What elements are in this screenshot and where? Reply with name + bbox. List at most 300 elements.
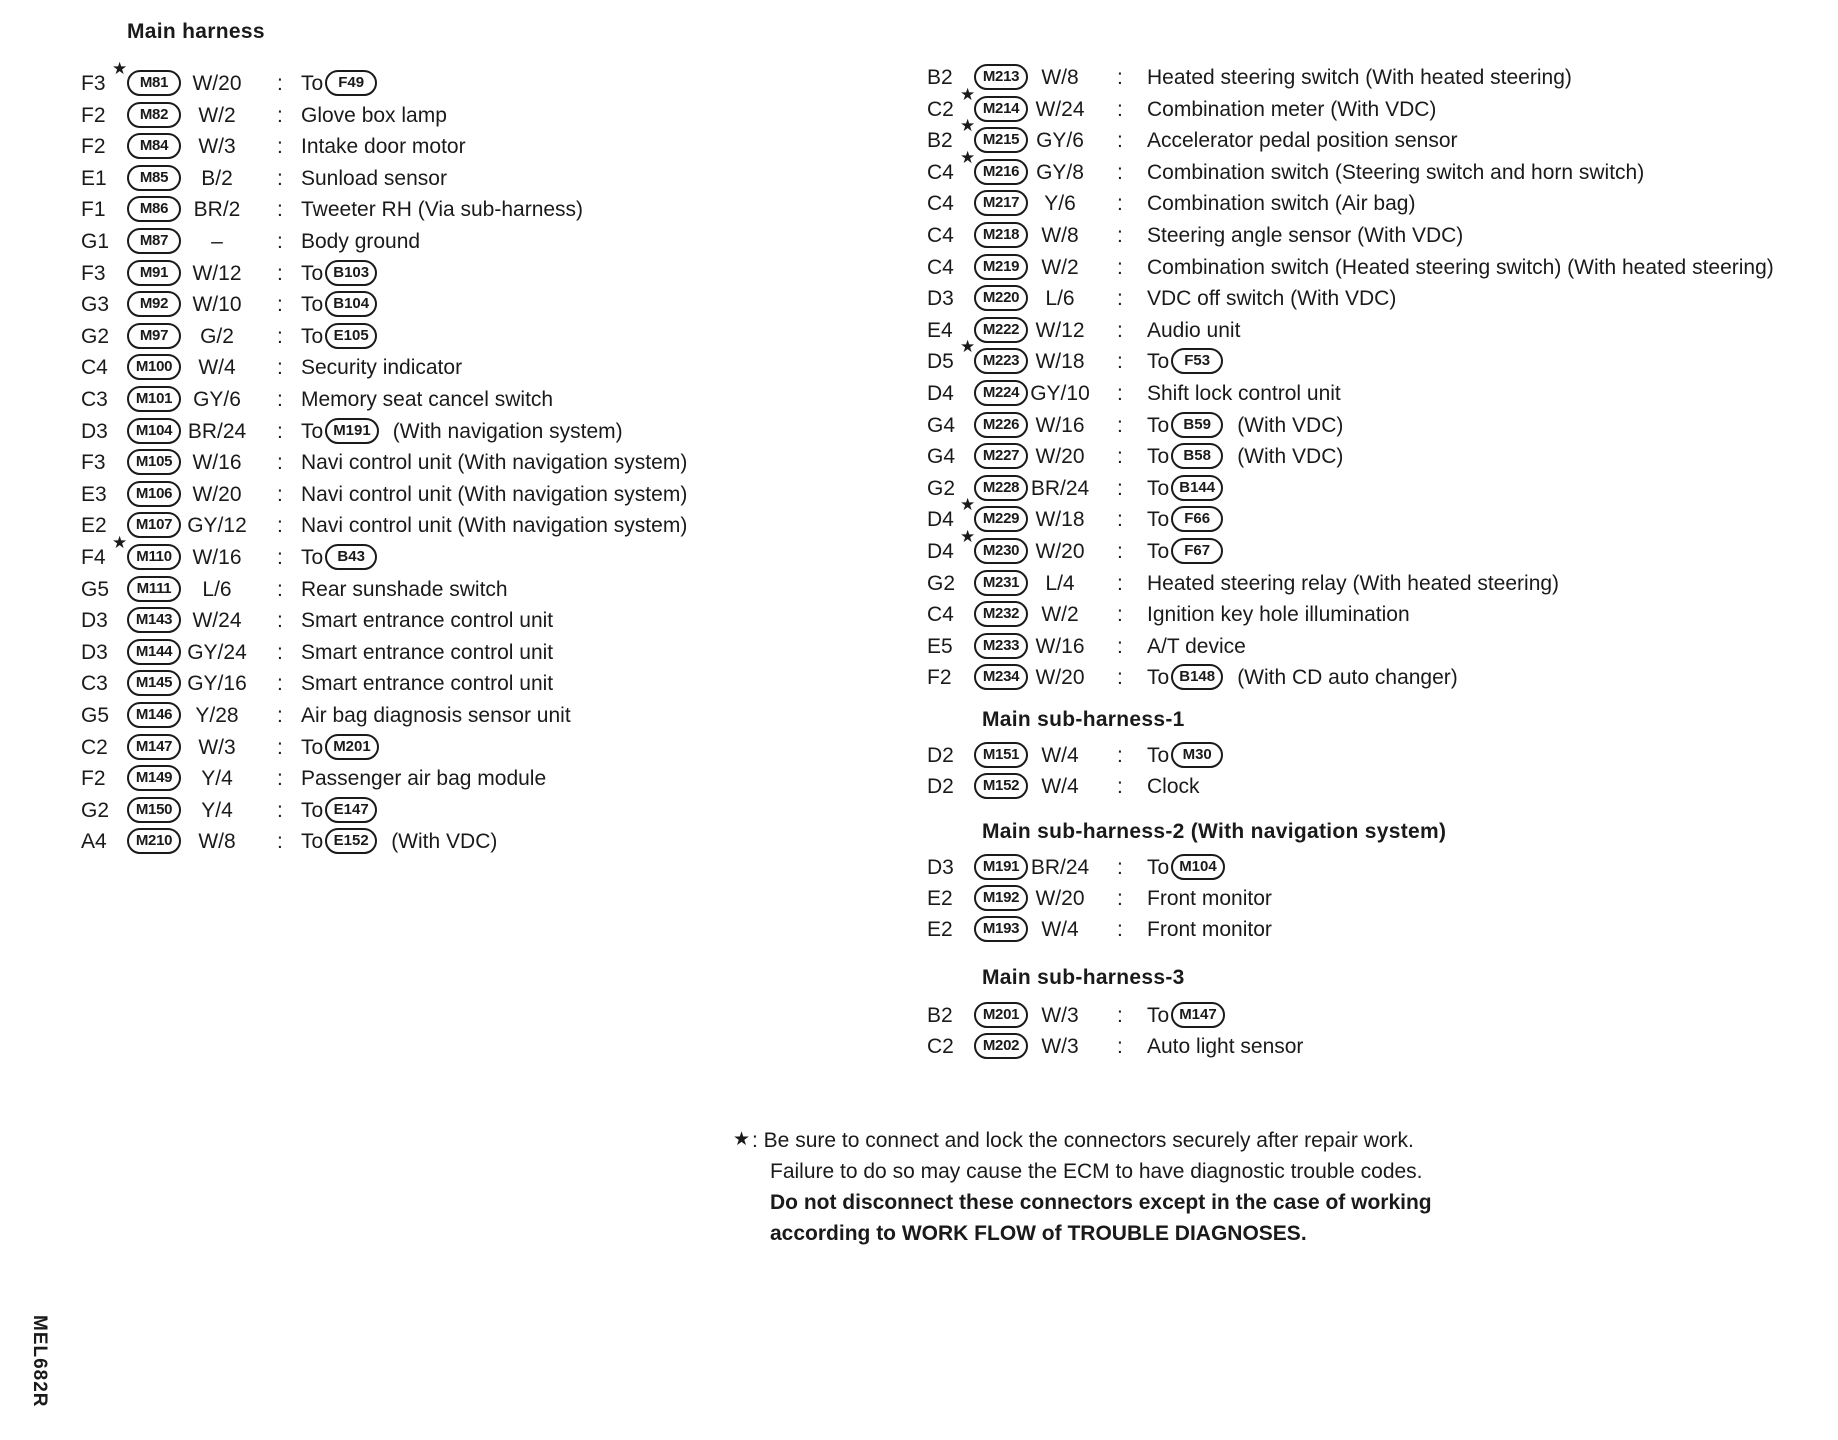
wire-color-pins: W/24: [1035, 97, 1085, 121]
connector-description: [1147, 157, 1644, 189]
component-name: Ignition key hole illumination: [1147, 603, 1410, 627]
component-name: Navi control unit (With navigation system): [301, 482, 688, 506]
connector-description: [1147, 771, 1200, 803]
wire-color-pins: W/4: [198, 356, 236, 380]
component-name: Combination switch (Heated steering switch) (With heated steering): [1147, 255, 1774, 279]
connector-description: [1147, 315, 1240, 347]
separator: :: [1117, 856, 1123, 879]
to-label: To: [301, 419, 324, 443]
separator: :: [1117, 97, 1123, 121]
caution-star-icon: ★: [960, 84, 976, 104]
connector-condition: (With VDC): [1237, 445, 1344, 469]
component-name: Intake door motor: [301, 135, 466, 159]
connector-description: [1147, 188, 1415, 220]
component-name: Smart entrance control unit: [301, 640, 554, 664]
separator: :: [1117, 1035, 1123, 1058]
connector-number: M152: [974, 773, 1028, 799]
grid-reference: G5: [81, 577, 110, 601]
separator: :: [1117, 382, 1123, 405]
connector-description: [1147, 283, 1396, 315]
mating-connector: B104: [325, 291, 377, 317]
caution-star-icon: ★: [960, 147, 976, 167]
connector-description: [1147, 378, 1341, 410]
wire-color-pins: GY/6: [193, 388, 241, 411]
grid-reference: E5: [927, 634, 953, 658]
mating-connector: F67: [1171, 538, 1223, 564]
connector-description: [301, 479, 687, 511]
wire-color-pins: L/6: [1045, 287, 1075, 311]
to-label: To: [301, 324, 324, 348]
wire-color-pins: GY/16: [187, 672, 247, 696]
connector-description: [1147, 346, 1223, 378]
grid-reference: G4: [927, 413, 956, 437]
footnote-line-4: according to WORK FLOW of TROUBLE DIAGNOSES.: [770, 1222, 1307, 1245]
connector-description: [1147, 740, 1223, 772]
grid-reference: E1: [81, 166, 107, 190]
connector-number: M146: [127, 702, 181, 728]
separator: :: [277, 577, 283, 601]
to-label: To: [1147, 856, 1170, 879]
grid-reference: D4: [927, 540, 954, 563]
connector-description: [301, 763, 546, 795]
connector-description: [301, 68, 377, 100]
component-name: Front monitor: [1147, 918, 1272, 941]
wire-color-pins: W/16: [1035, 413, 1085, 437]
grid-reference: E2: [927, 887, 953, 910]
separator: :: [1117, 350, 1123, 374]
connector-description: [1147, 852, 1225, 884]
wire-color-pins: W/8: [198, 830, 236, 854]
mating-connector: E147: [325, 797, 377, 823]
connector-number: M230: [974, 538, 1028, 564]
connector-description: [301, 795, 377, 827]
separator: :: [1117, 445, 1123, 469]
separator: :: [277, 672, 283, 696]
grid-reference: C2: [81, 735, 108, 759]
grid-reference: F3: [81, 451, 106, 475]
connector-number: M92: [127, 291, 181, 317]
component-name: Navi control unit (With navigation system): [301, 514, 688, 538]
to-label: To: [1147, 413, 1170, 437]
grid-reference: D4: [927, 382, 954, 405]
connector-condition: (With navigation system): [392, 419, 623, 443]
separator: :: [277, 103, 283, 127]
connector-number: M229: [974, 506, 1028, 532]
to-label: To: [301, 72, 324, 95]
connector-description: [1147, 62, 1572, 94]
separator: :: [277, 767, 283, 791]
connector-number: M222: [974, 317, 1028, 343]
separator: :: [1117, 413, 1123, 437]
grid-reference: G4: [927, 445, 956, 469]
grid-reference: F1: [81, 198, 106, 222]
wire-color-pins: Y/6: [1044, 192, 1076, 216]
wire-color-pins: W/20: [1035, 445, 1085, 469]
to-label: To: [301, 546, 324, 569]
component-name: Clock: [1147, 775, 1200, 798]
connector-condition: (With VDC): [391, 830, 498, 854]
mating-connector: M191: [325, 418, 379, 444]
separator: :: [277, 609, 283, 633]
grid-reference: B2: [927, 66, 953, 89]
connector-description: [1147, 410, 1343, 442]
connector-description: [301, 163, 447, 195]
separator: :: [1117, 160, 1123, 184]
grid-reference: D3: [927, 287, 954, 311]
wire-color-pins: W/20: [1035, 887, 1085, 910]
grid-reference: G2: [927, 571, 956, 595]
separator: :: [277, 324, 283, 348]
grid-reference: B2: [927, 1004, 953, 1027]
to-label: To: [1147, 744, 1170, 767]
mating-connector: F66: [1171, 506, 1223, 532]
connector-number: M151: [974, 742, 1028, 768]
component-name: Steering angle sensor (With VDC): [1147, 224, 1464, 247]
connector-description: [1147, 599, 1410, 631]
to-label: To: [301, 293, 324, 317]
mating-connector: B43: [325, 544, 377, 570]
wire-color-pins: BR/24: [1030, 476, 1090, 500]
component-name: Security indicator: [301, 356, 463, 380]
wire-color-pins: W/20: [192, 482, 242, 506]
figure-code: MEL682R: [29, 1315, 50, 1408]
component-name: Heated steering switch (With heated steering): [1147, 66, 1572, 89]
grid-reference: F4: [81, 546, 106, 569]
component-name: Combination switch (Steering switch and horn switch): [1147, 160, 1645, 184]
separator: :: [277, 830, 283, 854]
to-label: To: [1147, 445, 1170, 469]
component-name: Memory seat cancel switch: [301, 388, 554, 411]
caution-star-icon: ★: [960, 495, 976, 515]
connector-number: M191: [974, 854, 1028, 880]
separator: :: [277, 419, 283, 443]
component-name: Audio unit: [1147, 318, 1241, 342]
section-heading: Main sub-harness-1: [982, 708, 1185, 731]
connector-number: M86: [127, 196, 181, 222]
connector-number: M107: [127, 512, 181, 538]
connector-number: M143: [127, 607, 181, 633]
mating-connector: B103: [325, 260, 377, 286]
to-label: To: [301, 735, 324, 759]
separator: :: [277, 640, 283, 664]
connector-number: M85: [127, 165, 181, 191]
component-name: Smart entrance control unit: [301, 672, 554, 696]
component-name: Glove box lamp: [301, 103, 447, 127]
connector-number: M147: [127, 734, 181, 760]
connector-description: [301, 542, 377, 574]
section-heading: Main harness: [127, 20, 265, 43]
mating-connector: B58: [1171, 443, 1223, 469]
connector-number: M150: [127, 797, 181, 823]
mating-connector: M147: [1171, 1002, 1225, 1028]
separator: :: [277, 356, 283, 380]
separator: :: [1117, 775, 1123, 798]
connector-number: M219: [974, 254, 1028, 280]
connector-number: M110: [127, 544, 181, 570]
wire-color-pins: W/20: [1035, 540, 1085, 563]
grid-reference: F2: [81, 103, 106, 127]
connector-number: M82: [127, 102, 181, 128]
connector-number: M104: [127, 418, 181, 444]
connector-description: [301, 289, 377, 321]
separator: :: [277, 704, 283, 727]
connector-number: M215: [974, 127, 1028, 153]
connector-description: [301, 100, 447, 132]
connector-number: M233: [974, 633, 1028, 659]
grid-reference: G2: [81, 324, 110, 348]
wire-color-pins: GY/10: [1030, 382, 1090, 405]
to-label: To: [301, 798, 324, 822]
component-name: A/T device: [1147, 634, 1246, 658]
connector-description: [1147, 536, 1223, 568]
connector-description: [1147, 94, 1436, 126]
connector-number: M101: [127, 386, 181, 412]
separator: :: [1117, 603, 1123, 627]
separator: :: [277, 514, 283, 538]
mating-connector: E152: [325, 828, 377, 854]
connector-description: [301, 416, 623, 448]
mating-connector: B59: [1171, 412, 1223, 438]
component-name: Rear sunshade switch: [301, 577, 508, 601]
connector-number: M81: [127, 70, 181, 96]
separator: :: [277, 546, 283, 569]
grid-reference: B2: [927, 129, 953, 153]
connector-number: M210: [127, 828, 181, 854]
separator: :: [1117, 634, 1123, 658]
separator: :: [277, 261, 283, 285]
grid-reference: C2: [927, 97, 954, 121]
separator: :: [277, 451, 283, 475]
connector-number: M213: [974, 64, 1028, 90]
separator: :: [1117, 1004, 1123, 1027]
connector-description: [1147, 1031, 1303, 1063]
wire-color-pins: W/3: [1041, 1035, 1079, 1058]
grid-reference: C3: [81, 672, 108, 696]
connector-description: [301, 226, 420, 258]
wire-color-pins: W/20: [192, 72, 242, 95]
separator: :: [277, 230, 283, 253]
connector-description: [1147, 252, 1774, 284]
wire-color-pins: GY/6: [1036, 129, 1084, 153]
connector-description: [301, 131, 466, 163]
component-name: Sunload sensor: [301, 166, 447, 190]
wire-color-pins: –: [211, 230, 223, 253]
connector-number: M97: [127, 323, 181, 349]
separator: :: [277, 388, 283, 411]
component-name: Combination switch (Air bag): [1147, 192, 1416, 216]
wire-color-pins: W/3: [198, 735, 236, 759]
to-label: To: [1147, 508, 1170, 532]
separator: :: [1117, 66, 1123, 89]
connector-description: [301, 700, 571, 732]
connector-description: [301, 574, 508, 606]
separator: :: [1117, 666, 1123, 690]
connector-number: M217: [974, 190, 1028, 216]
component-name: Combination meter (With VDC): [1147, 97, 1437, 121]
component-name: Heated steering relay (With heated steering): [1147, 571, 1560, 595]
grid-reference: D3: [81, 609, 108, 633]
caution-star-icon: ★: [960, 116, 976, 136]
component-name: VDC off switch (With VDC): [1147, 287, 1397, 311]
grid-reference: D5: [927, 350, 954, 374]
to-label: To: [1147, 476, 1170, 500]
grid-reference: D2: [927, 744, 954, 767]
connector-number: M145: [127, 670, 181, 696]
to-label: To: [301, 261, 324, 285]
separator: :: [1117, 192, 1123, 216]
wire-color-pins: W/3: [1041, 1004, 1079, 1027]
connector-number: M202: [974, 1033, 1028, 1059]
connector-number: M106: [127, 481, 181, 507]
connector-number: M218: [974, 222, 1028, 248]
separator: :: [1117, 224, 1123, 247]
separator: :: [1117, 287, 1123, 311]
connector-condition: (With CD auto changer): [1237, 666, 1458, 690]
grid-reference: D3: [81, 419, 108, 443]
separator: :: [277, 798, 283, 822]
connector-description: [301, 384, 553, 416]
wire-color-pins: W/2: [1041, 603, 1079, 627]
mating-connector: F49: [325, 70, 377, 96]
wire-color-pins: B/2: [201, 166, 233, 190]
separator: :: [1117, 255, 1123, 279]
component-name: Smart entrance control unit: [301, 609, 554, 633]
connector-description: [301, 194, 583, 226]
grid-reference: C4: [927, 224, 954, 247]
connector-description: [301, 732, 379, 764]
separator: :: [277, 482, 283, 506]
connector-description: [301, 258, 377, 290]
grid-reference: F2: [81, 767, 106, 791]
connector-description: [1147, 504, 1223, 536]
wire-color-pins: W/8: [1041, 224, 1079, 247]
connector-number: M84: [127, 133, 181, 159]
connector-number: M227: [974, 443, 1028, 469]
separator: :: [1117, 476, 1123, 500]
component-name: Auto light sensor: [1147, 1035, 1304, 1058]
separator: :: [1117, 129, 1123, 153]
wire-color-pins: GY/24: [187, 640, 247, 664]
caution-star-icon: ★: [112, 533, 128, 552]
connector-number: M224: [974, 380, 1028, 406]
connector-description: [1147, 568, 1559, 600]
grid-reference: G2: [81, 798, 110, 822]
connector-description: [301, 510, 687, 542]
grid-reference: G1: [81, 230, 110, 253]
connector-number: M220: [974, 285, 1028, 311]
wire-color-pins: G/2: [200, 324, 234, 348]
wire-color-pins: GY/12: [187, 514, 247, 538]
mating-connector: B148: [1171, 664, 1223, 690]
wire-color-pins: W/8: [1041, 66, 1079, 89]
component-name: Body ground: [301, 230, 421, 253]
connector-number: M214: [974, 96, 1028, 122]
wire-color-pins: BR/2: [193, 198, 241, 222]
wire-color-pins: L/4: [1045, 571, 1075, 595]
separator: :: [1117, 508, 1123, 532]
connector-description: [301, 321, 377, 353]
to-label: To: [301, 830, 324, 854]
connector-description: [1147, 631, 1246, 663]
wire-color-pins: BR/24: [1030, 856, 1090, 879]
grid-reference: C3: [81, 388, 108, 411]
grid-reference: D2: [927, 775, 954, 798]
wire-color-pins: W/3: [198, 135, 236, 159]
grid-reference: G2: [927, 476, 956, 500]
mating-connector: B144: [1171, 475, 1223, 501]
connector-number: M201: [974, 1002, 1028, 1028]
grid-reference: E4: [927, 318, 953, 342]
footnote-line-2: Failure to do so may cause the ECM to have diagnostic trouble codes.: [770, 1160, 1423, 1183]
connector-description: [1147, 883, 1272, 915]
wire-color-pins: GY/8: [1036, 160, 1084, 184]
connector-description: [301, 668, 553, 700]
grid-reference: F3: [81, 72, 106, 95]
separator: :: [277, 735, 283, 759]
grid-reference: C4: [927, 160, 954, 184]
connector-description: [1147, 1000, 1225, 1032]
to-label: To: [1147, 666, 1170, 690]
caution-star-icon: ★: [960, 337, 976, 357]
grid-reference: A4: [81, 830, 107, 854]
wire-color-pins: Y/28: [195, 704, 239, 727]
grid-reference: C4: [927, 255, 954, 279]
connector-number: M193: [974, 916, 1028, 942]
grid-reference: D4: [927, 508, 954, 532]
caution-star-icon: ★: [960, 527, 976, 546]
mating-connector: F53: [1171, 348, 1223, 374]
connector-description: [301, 826, 497, 858]
component-name: Tweeter RH (Via sub-harness): [301, 198, 584, 222]
connector-description: [301, 447, 687, 479]
grid-reference: C4: [927, 192, 954, 216]
wire-color-pins: W/4: [1041, 918, 1079, 941]
wire-color-pins: BR/24: [187, 419, 247, 443]
component-name: Shift lock control unit: [1147, 382, 1341, 405]
connector-description: [1147, 441, 1343, 473]
wire-color-pins: W/10: [192, 293, 242, 317]
connector-description: [1147, 662, 1458, 694]
component-name: Passenger air bag module: [301, 767, 547, 791]
grid-reference: D3: [927, 856, 954, 879]
section-heading: Main sub-harness-2 (With navigation system): [982, 820, 1447, 843]
caution-star-icon: ★: [112, 59, 128, 78]
separator: :: [277, 135, 283, 159]
component-name: Front monitor: [1147, 887, 1272, 910]
separator: :: [277, 293, 283, 317]
grid-reference: C2: [927, 1035, 954, 1058]
connector-number: M105: [127, 449, 181, 475]
separator: :: [1117, 887, 1123, 910]
connector-description: [1147, 473, 1223, 505]
wire-color-pins: W/4: [1041, 744, 1079, 767]
footnote-star-icon: ★: [733, 1129, 751, 1150]
grid-reference: E2: [927, 918, 953, 941]
grid-reference: G3: [81, 293, 110, 317]
separator: :: [277, 198, 283, 222]
connector-number: M223: [974, 348, 1028, 374]
wire-color-pins: W/16: [192, 546, 242, 569]
wire-color-pins: W/16: [192, 451, 242, 475]
grid-reference: C4: [81, 356, 108, 380]
separator: :: [1117, 744, 1123, 767]
component-name: Accelerator pedal position sensor: [1147, 129, 1458, 153]
grid-reference: F2: [927, 666, 952, 690]
wire-color-pins: W/24: [192, 609, 242, 633]
connector-description: [301, 352, 462, 384]
connector-description: [1147, 125, 1458, 157]
footnote-line-1: : Be sure to connect and lock the connectors securely after repair work.: [752, 1129, 1414, 1152]
